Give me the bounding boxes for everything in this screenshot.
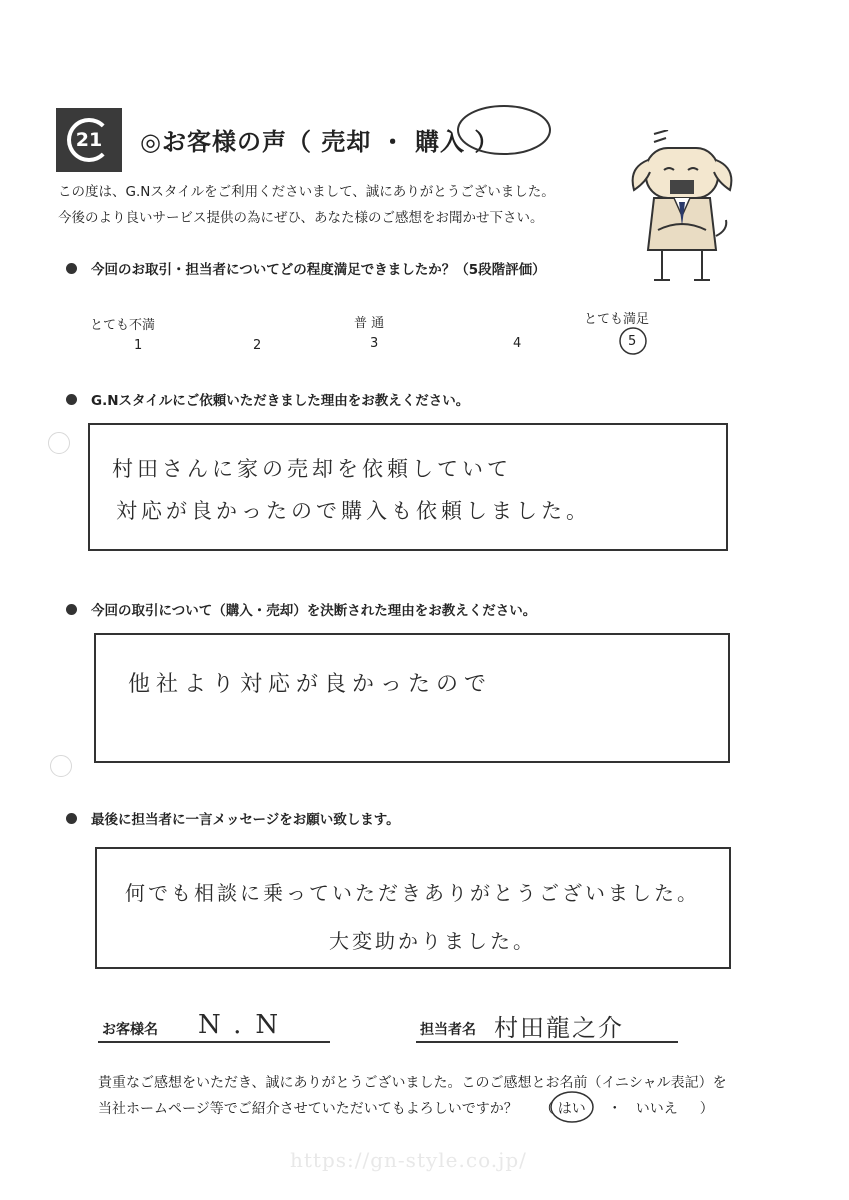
answer-2-line-1: 村田さんに家の売却を依頼していて bbox=[112, 457, 512, 481]
staff-name-value: 村田龍之介 bbox=[494, 1014, 624, 1042]
rating-option-5[interactable]: 5 bbox=[628, 334, 637, 349]
punch-hole bbox=[50, 755, 72, 777]
answer-box-3[interactable] bbox=[94, 633, 730, 763]
question-4-text: 最後に担当者に一言メッセージをお願い致します。 bbox=[91, 812, 400, 828]
consent-line-2 bbox=[98, 1098, 714, 1118]
question-4 bbox=[66, 808, 400, 828]
intro-line-1: この度は、G.Nスタイルをご利用くださいまして、誠にありがとうございました。 bbox=[58, 184, 555, 200]
rating-option-1[interactable]: 1 bbox=[134, 338, 143, 353]
question-1 bbox=[66, 258, 546, 278]
customer-name-value: N.N bbox=[198, 1010, 293, 1040]
answer-box-4[interactable] bbox=[95, 847, 731, 969]
bullet-icon bbox=[66, 263, 77, 274]
staff-name-underline bbox=[416, 1041, 678, 1043]
watermark-url: https://gn-style.co.jp/ bbox=[290, 1148, 527, 1172]
bullet-icon bbox=[66, 604, 77, 615]
purchase-circle-mark bbox=[452, 100, 556, 158]
consent-yes-label: はい bbox=[557, 1101, 586, 1117]
label-very-dissatisfied: とても不満 bbox=[90, 318, 156, 333]
question-3-text: 今回の取引について（購入・売却）を決断された理由をお教えください。 bbox=[91, 603, 537, 619]
rating-selected-circle bbox=[617, 325, 649, 357]
paren-open: （ bbox=[539, 1101, 554, 1117]
question-1-text: 今回のお取引・担当者についてどの程度満足できましたか？（5段階評価） bbox=[91, 262, 546, 278]
rating-option-3[interactable]: 3 bbox=[370, 336, 379, 351]
question-3 bbox=[66, 599, 536, 619]
answer-box-2[interactable] bbox=[88, 423, 728, 551]
customer-name-underline bbox=[98, 1041, 330, 1043]
answer-4-line-2: 大変助かりました。 bbox=[329, 929, 536, 953]
logo-text: 21 bbox=[75, 129, 103, 151]
consent-text-line-1: 貴重なご感想をいただき、誠にありがとうございました。このご感想とお名前（イニシャル表記）を bbox=[98, 1075, 727, 1091]
intro-line-2: 今後のより良いサービス提供の為にぜひ、あなた様のご感想をお聞かせ下さい。 bbox=[58, 210, 544, 226]
dog-mascot-illustration bbox=[624, 130, 734, 290]
question-2-text: G.Nスタイルにご依頼いただきました理由をお教えください。 bbox=[91, 393, 470, 409]
answer-3-line-1: 他社より対応が良かったので bbox=[128, 672, 493, 697]
century21-logo bbox=[56, 108, 122, 172]
rating-option-2[interactable]: 2 bbox=[253, 338, 262, 353]
answer-4-line-1: 何でも相談に乗っていただきありがとうございました。 bbox=[125, 881, 700, 905]
customer-name-label: お客様名 bbox=[102, 1022, 158, 1038]
bullet-icon bbox=[66, 813, 77, 824]
question-2 bbox=[66, 389, 469, 409]
punch-hole bbox=[48, 432, 70, 454]
bullet-icon bbox=[66, 394, 77, 405]
paren-close: ） bbox=[699, 1101, 714, 1117]
answer-2-line-2: 対応が良かったので購入も依頼しました。 bbox=[116, 499, 591, 523]
consent-no-option[interactable]: いいえ bbox=[635, 1101, 678, 1117]
separator-dot: ・ bbox=[607, 1101, 622, 1117]
page-title: ◎お客様の声（ 売却 ・ 購入 ） bbox=[140, 128, 500, 156]
rating-option-4[interactable]: 4 bbox=[513, 336, 522, 351]
consent-yes-circle bbox=[548, 1089, 600, 1125]
consent-yes-option[interactable] bbox=[558, 1098, 586, 1118]
logo-ring bbox=[67, 118, 111, 162]
label-very-satisfied: とても満足 bbox=[584, 312, 650, 327]
label-neutral: 普 通 bbox=[354, 316, 385, 331]
staff-name-label: 担当者名 bbox=[420, 1022, 476, 1038]
consent-text-line-2: 当社ホームページ等でご紹介させていただいてもよろしいですか？ bbox=[98, 1101, 518, 1117]
